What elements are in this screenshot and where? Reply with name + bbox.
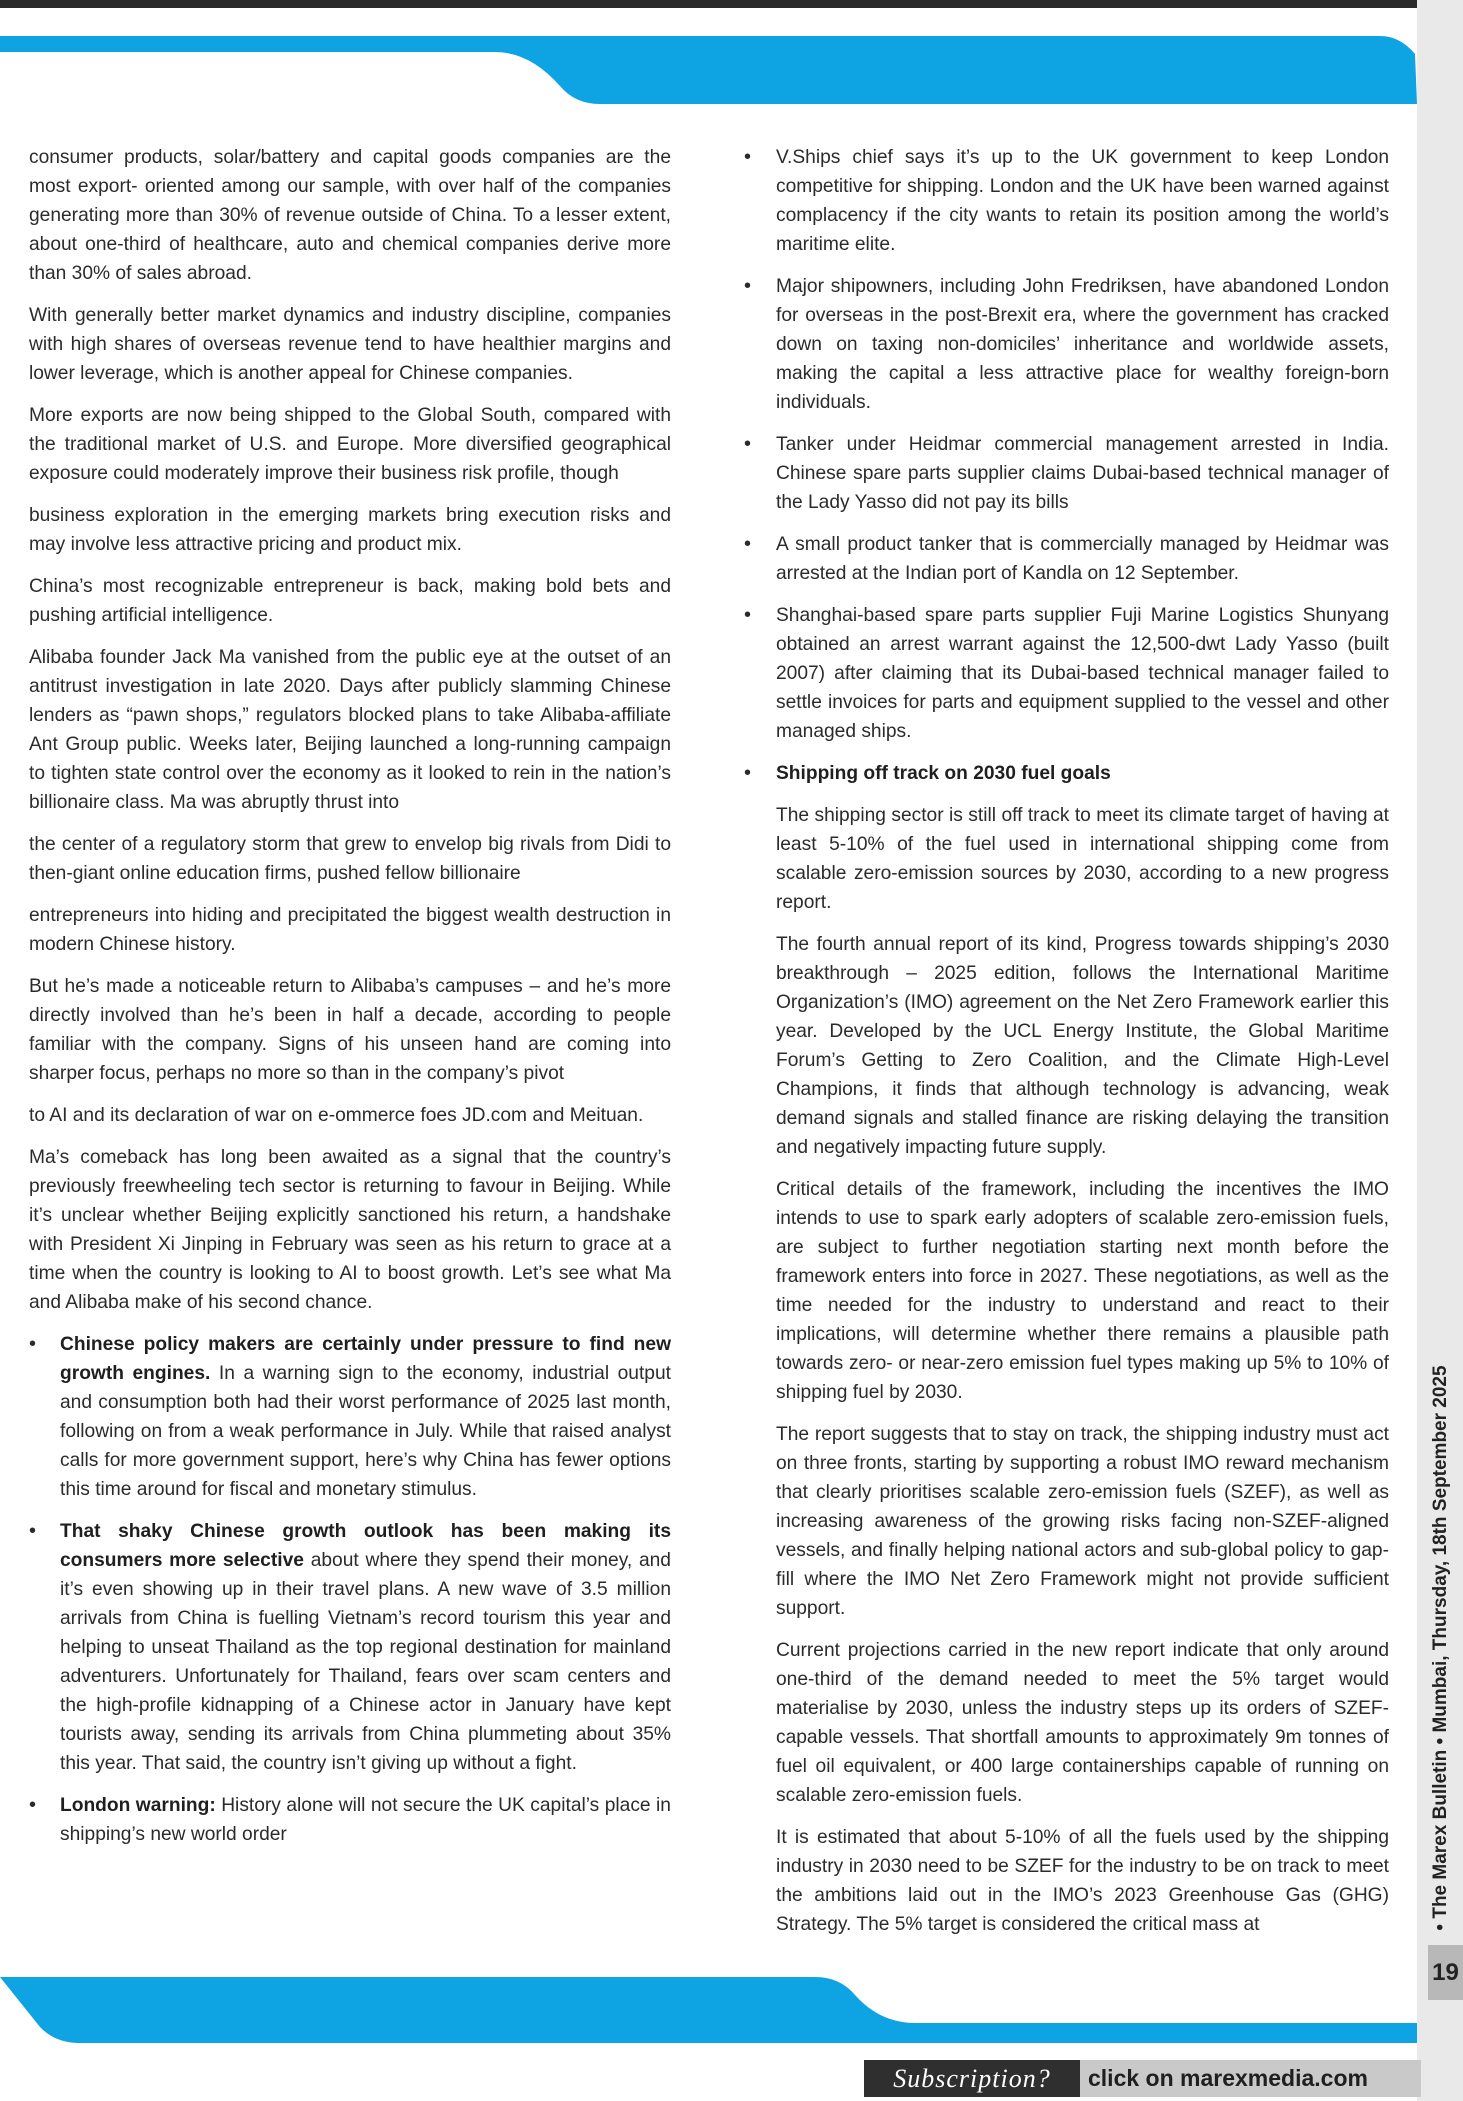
bullet-item [29,1517,671,1778]
bullet-lead: Chinese policy makers are certainly under pressure to find new growth engines. [60,1334,671,1384]
subscription-link[interactable]: click on marexmedia.com [1080,2060,1421,2097]
section-heading-text: Shipping off track on 2030 fuel goals [776,763,1111,784]
paragraph: consumer products, solar/battery and capital goods companies are the most export- oriented among our sample, with over half of the companies generating more than 30% of revenue outside of China. To a lesser extent, about one-third of healthcare, auto and chemical companies derive more than 30% of sales abroad. [29,147,671,284]
paragraph: entrepreneurs into hiding and precipitated the biggest wealth destruction in modern Chinese history. [29,905,671,955]
bullet-item [29,1791,671,1849]
right-column [744,143,1389,1952]
bullet-item: • A small product tanker that is commercially managed by Heidmar was arrested at the Indian port of Kandla on 12 September. [744,530,1389,588]
paragraph: More exports are now being shipped to the Global South, compared with the traditional market of U.S. and Europe. More diversified geographical exposure could moderately improve their business risk profile, though [29,405,671,484]
paragraph: With generally better market dynamics and industry discipline, companies with high shares of overseas revenue tend to have healthier margins and lower leverage, which is another appeal for Chinese companies. [29,305,671,384]
bullet-text: History alone will not secure the UK capital’s place in shipping’s new world order [60,1795,671,1845]
bullet-item: • Tanker under Heidmar commercial management arrested in India. Chinese spare parts supplier claims Dubai-based technical manager of the Lady Yasso did not pay its bills [744,430,1389,517]
paragraph: Critical details of the framework, including the incentives the IMO intends to use to spark early adopters of scalable zero-emission fuels, are subject to further negotiation starting next month before the framework enters into force in 2027. These negotiations, as well as the time needed for the industry to understand and react to their implications, will determine whether there remains a plausible path towards zero- or near-zero emission fuel types making up 5% to 10% of shipping fuel by 2030. [776,1179,1389,1403]
paragraph: Ma’s comeback has long been awaited as a signal that the country’s previously freewheeling tech sector is returning to favour in Beijing. While it’s unclear whether Beijing explicitly sanctioned his return, a handshake with President Xi Jinping in February was seen as his return to grace at a time when the country is looking to AI to boost growth. Let’s see what Ma and Alibaba make of his second chance. [29,1147,671,1313]
bullet-lead: That shaky Chinese growth outlook has been making its consumers more selective [60,1521,671,1571]
bullet-item [29,1330,671,1504]
bullet-list [29,1330,671,1849]
paragraph: The fourth annual report of its kind, Progress towards shipping’s 2030 breakthrough – 2025 edition, follows the International Maritime Organization’s (IMO) agreement on the Net Zero Framework earlier this year. Developed by the UCL Energy Institute, the Global Maritime Forum’s Getting to Zero Coalition, and the Climate High-Level Champions, it finds that although technology is advancing, weak demand signals and stalled finance are risking delaying the transition and negatively impacting future supply. [776,934,1389,1158]
bullet-item: • Shanghai-based spare parts supplier Fuji Marine Logistics Shunyang obtained an arrest warrant against the 12,500-dwt Lady Yasso (built 2007) after claiming that its Dubai-based technical manager failed to settle invoices for parts and equipment supplied to the vessel and other managed ships. [744,601,1389,746]
header-wave-band [0,36,1463,104]
paragraph: China’s most recognizable entrepreneur is back, making bold bets and pushing artificial intelligence. [29,576,671,626]
bullet-list [744,143,1389,788]
paragraph: Current projections carried in the new report indicate that only around one-third of the demand needed to meet the 5% target would materialise by 2030, unless the industry steps up its orders of SZEF-capable vessels. That shortfall amounts to approximately 9m tonnes of fuel oil equivalent, or 400 large containerships capable of running on scalable zero-emission fuels. [776,1640,1389,1806]
subscription-label: Subscription? [864,2060,1080,2097]
bullet-lead: London warning: [60,1795,216,1816]
bullet-item: • V.Ships chief says it’s up to the UK government to keep London competitive for shipping. London and the UK have been warned against complacency if the city wants to retain its position among the world’s maritime elite. [744,143,1389,259]
page-number: 19 [1428,1945,1463,2000]
paragraph: It is estimated that about 5-10% of all the fuels used by the shipping industry in 2030 need to be SZEF for the industry to be on track to meet the ambitions laid out in the IMO’s 2023 Greenhouse Gas (GHG) Strategy. The 5% target is considered the critical mass at [776,1827,1389,1935]
paragraph: business exploration in the emerging markets bring execution risks and may involve less attractive pricing and product mix. [29,505,671,555]
paragraph: The shipping sector is still off track to meet its climate target of having at least 5-10% of the fuel used in international shipping come from scalable zero-emission sources by 2030, according to a new progress report. [776,805,1389,913]
footer-wave-band [0,1975,1463,2045]
paragraph: the center of a regulatory storm that grew to envelop big rivals from Didi to then-giant online education firms, pushed fellow billionaire [29,834,671,884]
section-heading [744,759,1389,788]
bullet-text: about where they spend their money, and it’s even showing up in their travel plans. A new wave of 3.5 million arrivals from China is fuelling Vietnam’s record tourism this year and helping to unseat Thailand as the top regional destination for mainland adventurers. Unfortunately for Thailand, fears over scam centers and the high-profile kidnapping of a Chinese actor in January have kept tourists away, sending its arrivals from China plummeting about 35% this year. That said, the country isn’t giving up without a fight. [60,1550,671,1774]
top-dark-bar [0,0,1417,8]
paragraph: The report suggests that to stay on track, the shipping industry must act on three fronts, starting by supporting a robust IMO reward mechanism that clearly prioritises scalable zero-emission fuels (SZEF), as well as increasing awareness of the growing risks facing non-SZEF-aligned vessels, and finally helping national actors and sub-global policy to gap-fill where the IMO Net Zero Framework might not provide sufficient support. [776,1424,1389,1619]
paragraph: Alibaba founder Jack Ma vanished from the public eye at the outset of an antitrust investigation in late 2020. Days after publicly slamming Chinese lenders as “pawn shops,” regulators blocked plans to take Alibaba-affiliate Ant Group public. Weeks later, Beijing launched a long-running campaign to tighten state control over the economy as it looked to rein in the nation’s billionaire class. Ma was abruptly thrust into [29,647,671,813]
bullet-text: In a warning sign to the economy, industrial output and consumption both had their worst performance of 2025 last month, following on from a weak performance in July. While that raised analyst calls for more government support, here’s why China has fewer options this time around for fiscal and monetary stimulus. [60,1363,671,1500]
paragraph: But he’s made a noticeable return to Alibaba’s campuses – and he’s more directly involved than he’s been in half a decade, according to people familiar with the company. Signs of his unseen hand are coming into sharper focus, perhaps no more so than in the company’s pivot [29,976,671,1084]
left-column [29,143,671,1862]
paragraph: to AI and its declaration of war on e-ommerce foes JD.com and Meituan. [29,1105,644,1126]
bullet-item: • Major shipowners, including John Fredriksen, have abandoned London for overseas in the post-Brexit era, where the government has cracked down on taxing non-domiciles’ inheritance and worldwide assets, making the capital a less attractive place for wealthy foreign-born individuals. [744,272,1389,417]
publication-info: • The Marex Bulletin • Mumbai, Thursday, 18th September 2025 [1430,1365,1451,1931]
subscription-banner[interactable] [864,2060,1421,2097]
